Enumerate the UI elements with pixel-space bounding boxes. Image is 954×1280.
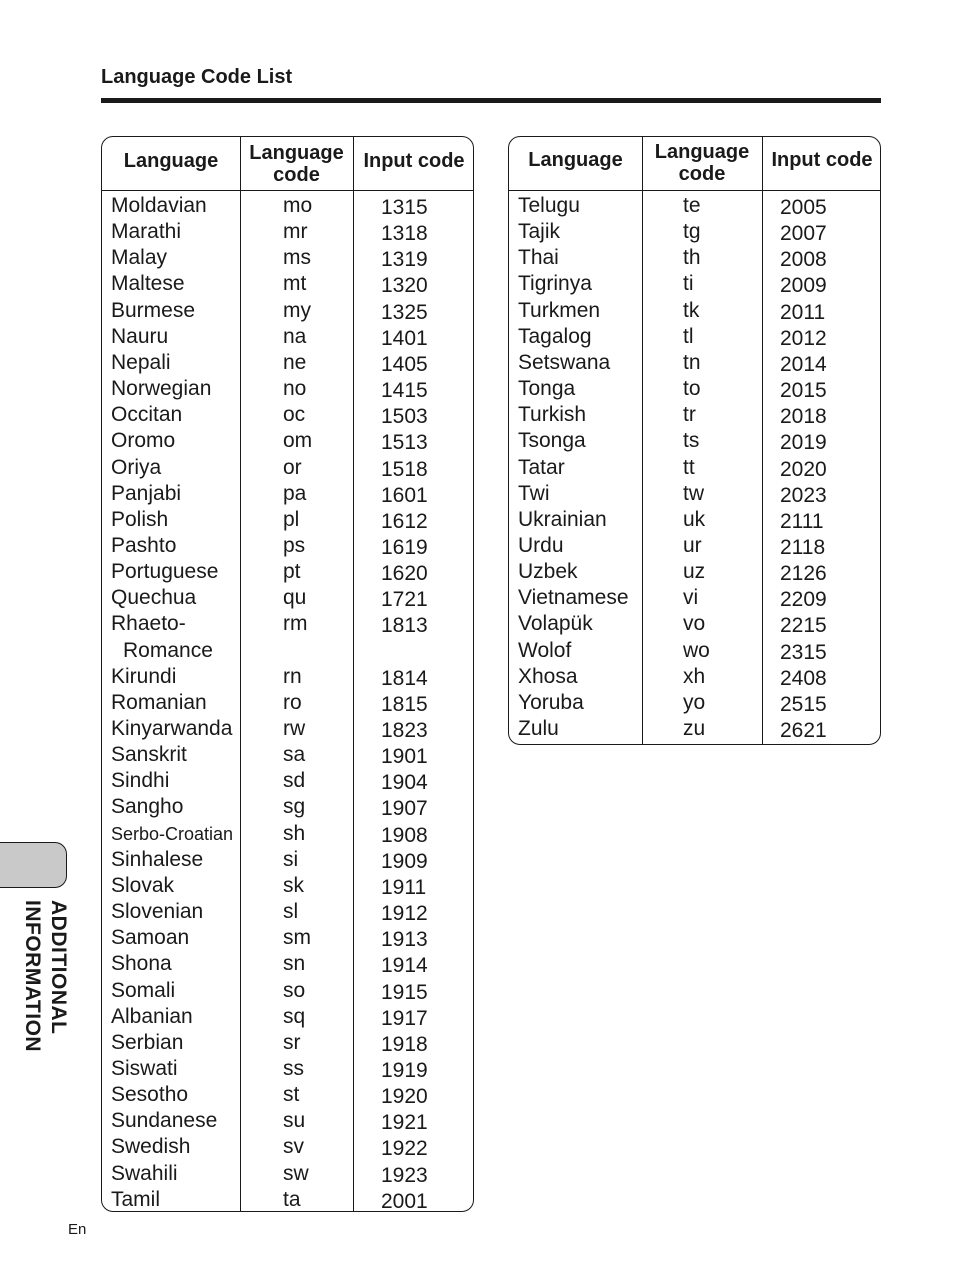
input-code: 1415 — [381, 379, 428, 403]
table-row — [102, 1031, 473, 1057]
language-code: om — [283, 429, 313, 453]
header-language-code: Language code — [249, 142, 344, 186]
language-code: sm — [283, 926, 311, 950]
language-name: Tagalog — [518, 324, 592, 348]
table-row — [102, 1135, 473, 1161]
section-tab-line-1: ADDITIONAL — [47, 900, 70, 1035]
language-mark: En — [68, 1221, 87, 1238]
input-code: 1904 — [381, 771, 428, 795]
table-row — [509, 456, 880, 482]
table-row — [509, 403, 880, 429]
table-row — [102, 351, 473, 377]
language-code: tk — [683, 298, 700, 322]
table-row — [102, 586, 473, 612]
language-name: Shona — [111, 952, 172, 976]
language-code: my — [283, 298, 311, 322]
title-rule — [101, 98, 881, 103]
language-table-right — [508, 136, 881, 745]
table-row — [102, 1162, 473, 1188]
language-code: pt — [283, 560, 301, 584]
table-row — [509, 220, 880, 246]
language-code: pa — [283, 481, 307, 505]
language-code: ur — [683, 533, 702, 557]
language-name: Siswati — [111, 1056, 178, 1080]
language-name: Somali — [111, 978, 176, 1002]
input-code: 2621 — [780, 719, 827, 742]
table-row — [509, 299, 880, 325]
table-row — [509, 665, 880, 691]
table-row — [102, 194, 473, 220]
language-name: Swahili — [111, 1161, 178, 1185]
language-name: Xhosa — [518, 664, 578, 688]
table-row — [509, 246, 880, 272]
input-code: 1405 — [381, 352, 428, 376]
language-name: Sesotho — [111, 1083, 189, 1107]
header-divider — [509, 190, 880, 191]
input-code: 1908 — [381, 823, 428, 847]
table-row — [509, 429, 880, 455]
language-name: Occitan — [111, 403, 183, 427]
table-row — [102, 1005, 473, 1031]
language-name: Urdu — [518, 533, 564, 557]
language-code: rw — [283, 717, 306, 740]
language-code: wo — [683, 638, 710, 662]
table-row — [102, 560, 473, 586]
language-name: Pashto — [111, 533, 177, 557]
language-code: mt — [283, 272, 307, 296]
language-name: Telugu — [518, 194, 580, 217]
language-name: Tonga — [518, 377, 576, 401]
input-code: 2315 — [780, 640, 827, 664]
language-code: sv — [283, 1135, 304, 1159]
table-row — [102, 429, 473, 455]
input-code: 1914 — [381, 954, 428, 978]
table-row — [102, 874, 473, 900]
language-name: Sangho — [111, 795, 184, 819]
language-name: Burmese — [111, 298, 196, 322]
table-row — [102, 220, 473, 246]
table-row — [102, 665, 473, 691]
language-name: Thai — [518, 246, 559, 270]
language-name: Nauru — [111, 324, 169, 348]
language-code: sh — [283, 821, 306, 845]
language-name: Malay — [111, 246, 168, 270]
table-row — [102, 534, 473, 560]
input-code: 2009 — [780, 274, 827, 298]
input-code: 2007 — [780, 222, 827, 246]
language-code: ti — [683, 272, 694, 296]
input-code: 1909 — [381, 849, 428, 873]
language-table-left — [101, 136, 474, 1212]
table-row — [509, 691, 880, 717]
input-code: 2408 — [780, 666, 827, 690]
language-code: tg — [683, 220, 701, 244]
input-code: 2008 — [780, 248, 827, 272]
language-code: sq — [283, 1004, 306, 1028]
input-code: 1922 — [381, 1137, 428, 1161]
language-code: rm — [283, 612, 308, 636]
input-code: 1813 — [381, 614, 428, 638]
language-code: to — [683, 377, 701, 401]
language-code: na — [283, 324, 307, 348]
table-row — [102, 822, 473, 848]
input-code: 2515 — [780, 692, 827, 716]
language-code: xh — [683, 664, 706, 688]
language-name: Wolof — [518, 638, 572, 662]
language-code: oc — [283, 403, 306, 427]
language-code: sa — [283, 743, 306, 767]
language-name: Uzbek — [518, 560, 578, 584]
input-code: 2015 — [780, 379, 827, 403]
language-code: rn — [283, 664, 302, 688]
language-code: tw — [683, 481, 704, 505]
input-code: 1503 — [381, 405, 428, 429]
language-code: vo — [683, 612, 706, 636]
language-name: Tatar — [518, 455, 565, 479]
input-code: 1319 — [381, 248, 428, 272]
language-name: Swedish — [111, 1135, 191, 1159]
input-code: 1401 — [381, 326, 428, 350]
page-title: Language Code List — [101, 66, 293, 88]
table-row — [102, 900, 473, 926]
language-name: Tamil — [111, 1187, 161, 1211]
table-row — [102, 1188, 473, 1214]
language-code: ps — [283, 533, 306, 557]
table-row — [102, 246, 473, 272]
language-name: Sundanese — [111, 1109, 218, 1133]
language-code: ne — [283, 350, 307, 374]
table-row — [102, 743, 473, 769]
input-code: 1901 — [381, 745, 428, 769]
header-language: Language — [528, 149, 623, 171]
language-name: Tsonga — [518, 429, 586, 453]
header-input-code: Input code — [363, 150, 465, 172]
input-code: 1915 — [381, 980, 428, 1004]
header-language-code: Language code — [654, 141, 750, 185]
language-name: Slovak — [111, 873, 175, 897]
table-row — [509, 325, 880, 351]
table-row — [509, 508, 880, 534]
language-name: Serbo-Croatian — [111, 823, 234, 844]
section-tab-line-2: INFORMATION — [21, 900, 44, 1053]
language-name: Serbian — [111, 1030, 184, 1054]
table-row — [102, 717, 473, 743]
table-row — [509, 560, 880, 586]
language-code: tl — [683, 324, 694, 348]
language-code: ta — [283, 1187, 301, 1211]
language-name: Sindhi — [111, 769, 170, 793]
language-name: Nepali — [111, 350, 171, 374]
table-row — [102, 508, 473, 534]
language-name: Volapük — [518, 612, 593, 636]
table-row — [509, 272, 880, 298]
language-name: Albanian — [111, 1004, 193, 1028]
language-name: Maltese — [111, 272, 185, 296]
input-code: 1911 — [381, 875, 427, 899]
language-name: Slovenian — [111, 900, 204, 924]
language-name: Sinhalese — [111, 847, 204, 871]
language-name: Moldavian — [111, 194, 207, 217]
language-code: ts — [683, 429, 700, 453]
table-row — [102, 926, 473, 952]
table-row — [509, 717, 880, 743]
language-code: sd — [283, 769, 306, 793]
language-code: yo — [683, 690, 706, 714]
input-code: 2012 — [780, 326, 827, 350]
table-row — [102, 691, 473, 717]
table-row — [102, 769, 473, 795]
language-code: uk — [683, 507, 706, 531]
input-code: 2005 — [780, 196, 827, 219]
input-code: 2001 — [381, 1189, 428, 1213]
input-code: 1320 — [381, 274, 428, 298]
table-row — [509, 482, 880, 508]
input-code: 2126 — [780, 562, 827, 586]
input-code: 2209 — [780, 588, 827, 612]
language-code: th — [683, 246, 701, 270]
language-code: ms — [283, 246, 311, 270]
input-code: 2018 — [780, 405, 827, 429]
table-row — [102, 1083, 473, 1109]
input-code: 1325 — [381, 300, 428, 324]
input-code: 1921 — [381, 1111, 428, 1135]
language-name: Kirundi — [111, 664, 177, 688]
language-name: Yoruba — [518, 690, 584, 714]
table-row — [509, 586, 880, 612]
language-name: Romance — [123, 638, 213, 662]
table-row — [509, 612, 880, 638]
table-row — [102, 979, 473, 1005]
language-code: sk — [283, 873, 304, 897]
table-row — [102, 325, 473, 351]
input-code: 1518 — [381, 457, 428, 481]
language-code: uz — [683, 560, 706, 584]
language-name: Samoan — [111, 926, 190, 950]
input-code: 1919 — [381, 1058, 428, 1082]
table-row — [102, 456, 473, 482]
input-code: 1601 — [381, 483, 428, 507]
input-code: 2011 — [780, 300, 826, 324]
language-name: Turkmen — [518, 298, 601, 322]
input-code: 2023 — [780, 483, 827, 507]
language-code: zu — [683, 717, 706, 740]
input-code: 2019 — [780, 431, 827, 455]
language-name: Marathi — [111, 220, 182, 244]
language-code: mo — [283, 194, 313, 217]
table-row — [509, 534, 880, 560]
table-row — [102, 482, 473, 508]
language-name: Sanskrit — [111, 743, 187, 767]
input-code: 1318 — [381, 222, 428, 246]
input-code: 1923 — [381, 1163, 428, 1187]
table-row — [102, 403, 473, 429]
language-code: ss — [283, 1056, 304, 1080]
table-row — [102, 639, 473, 665]
language-code: te — [683, 194, 701, 217]
table-row — [102, 1057, 473, 1083]
header-input-code: Input code — [771, 149, 873, 171]
language-code: sl — [283, 900, 299, 924]
language-name: Tigrinya — [518, 272, 592, 296]
input-code: 2014 — [780, 352, 827, 376]
language-name: Oriya — [111, 455, 162, 479]
input-code: 2118 — [780, 535, 826, 559]
language-code: tt — [683, 455, 695, 479]
header-language: Language — [123, 150, 219, 172]
language-name: Tajik — [518, 220, 561, 244]
table-row — [509, 194, 880, 220]
input-code: 1907 — [381, 797, 428, 821]
table-row — [509, 639, 880, 665]
language-name: Oromo — [111, 429, 176, 453]
input-code: 1913 — [381, 928, 428, 952]
language-code: sn — [283, 952, 306, 976]
input-code: 1721 — [381, 588, 428, 612]
table-row — [509, 377, 880, 403]
table-row — [102, 952, 473, 978]
language-code: or — [283, 455, 302, 479]
language-name: Quechua — [111, 586, 197, 610]
input-code: 1620 — [381, 562, 428, 586]
input-code: 1918 — [381, 1032, 428, 1056]
language-name: Setswana — [518, 350, 611, 374]
language-code: pl — [283, 507, 300, 531]
input-code: 1315 — [381, 196, 428, 219]
table-row — [102, 1109, 473, 1135]
table-row — [102, 272, 473, 298]
language-name: Norwegian — [111, 377, 212, 401]
input-code: 1619 — [381, 535, 428, 559]
language-name: Ukrainian — [518, 507, 607, 531]
language-code: sr — [283, 1030, 301, 1054]
language-name: Kinyarwanda — [111, 717, 233, 740]
language-code: sw — [283, 1161, 309, 1185]
table-row — [102, 612, 473, 638]
language-code: qu — [283, 586, 307, 610]
table-row — [102, 299, 473, 325]
language-code: so — [283, 978, 306, 1002]
language-name: Rhaeto- — [111, 612, 186, 636]
language-name: Turkish — [518, 403, 587, 427]
input-code: 1917 — [381, 1006, 428, 1030]
language-code: ro — [283, 690, 302, 714]
section-tab-label — [19, 900, 71, 1052]
input-code: 1823 — [381, 719, 428, 742]
language-code: mr — [283, 220, 308, 244]
language-code: si — [283, 847, 299, 871]
input-code: 2020 — [780, 457, 827, 481]
table-row — [102, 377, 473, 403]
language-name: Zulu — [518, 717, 559, 740]
language-name: Portuguese — [111, 560, 219, 584]
input-code: 2215 — [780, 614, 827, 638]
language-name: Romanian — [111, 690, 207, 714]
table-row — [102, 848, 473, 874]
language-code: tr — [683, 403, 696, 427]
section-tab — [0, 842, 67, 888]
language-name: Panjabi — [111, 481, 182, 505]
language-code: st — [283, 1083, 300, 1107]
input-code: 1815 — [381, 692, 428, 716]
input-code: 1612 — [381, 509, 428, 533]
input-code: 1920 — [381, 1085, 428, 1109]
language-name: Vietnamese — [518, 586, 629, 610]
language-code: vi — [683, 586, 699, 610]
table-row — [509, 351, 880, 377]
language-name: Polish — [111, 507, 169, 531]
language-code: tn — [683, 350, 701, 374]
input-code: 1912 — [381, 902, 428, 926]
table-row — [102, 795, 473, 821]
language-code: no — [283, 377, 307, 401]
input-code: 1814 — [381, 666, 428, 690]
input-code: 1513 — [381, 431, 428, 455]
language-name: Twi — [518, 481, 550, 505]
language-code: su — [283, 1109, 306, 1133]
input-code: 2111 — [780, 509, 824, 533]
language-code: sg — [283, 795, 306, 819]
